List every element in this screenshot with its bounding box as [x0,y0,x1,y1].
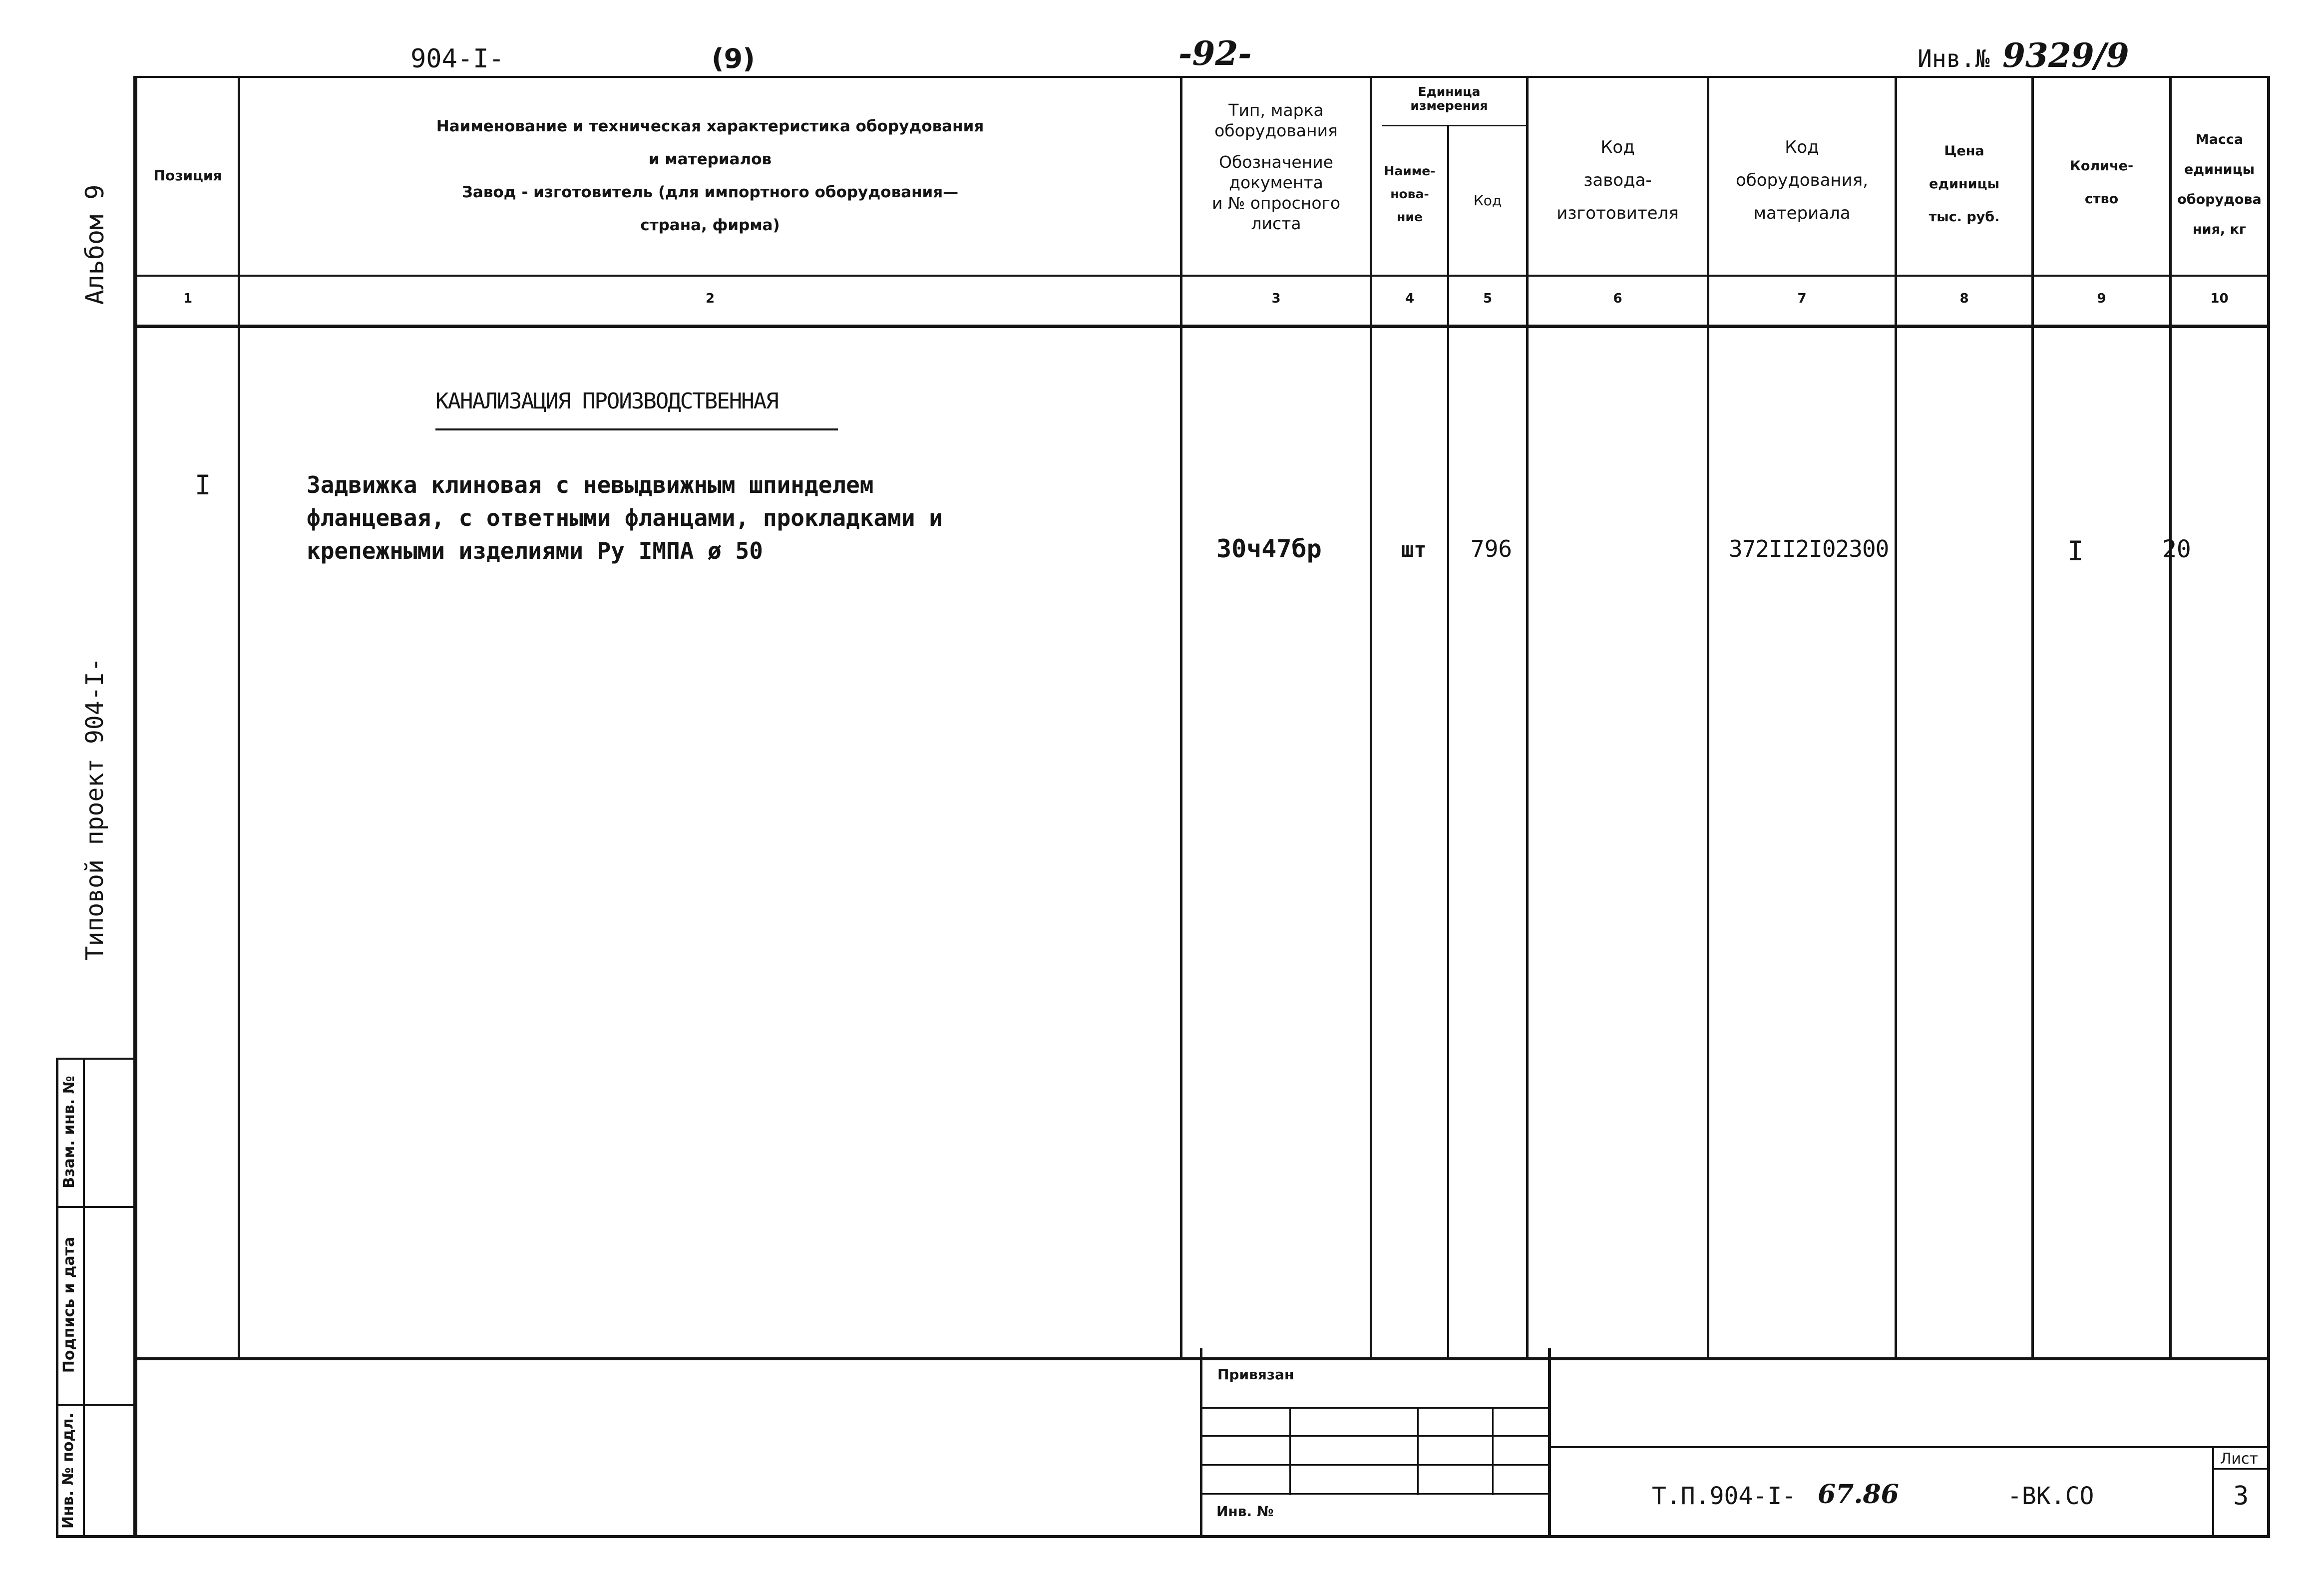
attached-label: Привязан [1217,1366,1294,1383]
column-number: 6 [1613,291,1622,306]
section-title: КАНАЛИЗАЦИЯ ПРОИЗВОДСТВЕННАЯ [435,389,778,414]
section-title-underline [435,428,838,430]
doc-suffix: -ВК.СО [2007,1482,2094,1510]
row-mass: 20 [2162,535,2191,563]
row-description: Задвижка клиновая с невыдвижным шпинделем фланцевая, с ответными фланцами, прокладками и крепежными изделиями Ру IМПА ø 50 [307,471,943,564]
sheet-label: Лист [2220,1450,2259,1468]
series-label: 904-I- [410,44,504,74]
tb-inv-label: Инв. № [1216,1503,1274,1520]
stamp-field-original-inv: Инв. № подл. [59,1412,77,1529]
header-bottom-rule [133,325,2270,328]
stamp-field-replace-inv: Взам. инв. № [60,1076,78,1188]
project-label: Типовой проект 904-I- [81,657,109,961]
header-quantity: Количе- ство [2069,158,2134,207]
header-mass: Масса единицы оборудова ния, кг [2177,132,2262,237]
header-unit-code: Код [1473,192,1502,209]
column-number: 1 [183,291,193,306]
column-number: 5 [1483,291,1493,306]
row-position: I [195,469,211,501]
frame-left-border [133,76,137,1537]
column-number: 7 [1797,291,1807,306]
row-quantity: I [2067,535,2084,567]
page-number: -92- [1178,34,1252,73]
header-unit-name: Наиме- нова- ние [1384,164,1436,224]
header-material-code: Код оборудования, материала [1735,137,1869,223]
column-number: 10 [2210,291,2229,306]
header-name: Наименование и техническая характеристика оборудования и материалов Завод - изготовитель (для импортного оборудования— страна, фирма) [436,117,984,234]
header-position: Позиция [153,167,222,184]
column-number: 8 [1959,291,1969,306]
row-material-code: 372II2I02300 [1729,535,1889,562]
column-number: 2 [705,291,715,306]
header-type: Тип, марка оборудования Обозначение документа и № опросного листа [1211,100,1341,233]
header-price: Цена единицы тыс. руб. [1929,143,2000,225]
column-number: 3 [1271,291,1281,306]
stamp-field-signature-date: Подпись и дата [60,1236,78,1373]
doc-code-prefix: Т.П.904-I- [1652,1482,1796,1510]
doc-code-hand: 67.86 [1818,1479,1899,1510]
header-plant-code: Код завода- изготовителя [1556,137,1679,223]
column-number: 4 [1405,291,1415,306]
row-type: 30ч47бр [1216,534,1322,563]
frame-bottom-border [56,1535,2270,1538]
frame-top-border [133,76,2270,78]
row-unit-code: 796 [1471,535,1513,562]
column-number: 9 [2097,291,2106,306]
header-unit-group: Единица измерения [1410,84,1488,113]
inv-label: Инв.№ [1918,45,1990,73]
album-label: Альбом 9 [80,184,109,305]
inv-number: 9329/9 [2002,36,2129,75]
sheet-number: 3 [2233,1481,2249,1511]
album-bracket: (9) [712,43,755,74]
frame-right-border [2267,76,2270,1537]
row-unit: шт [1401,537,1427,562]
